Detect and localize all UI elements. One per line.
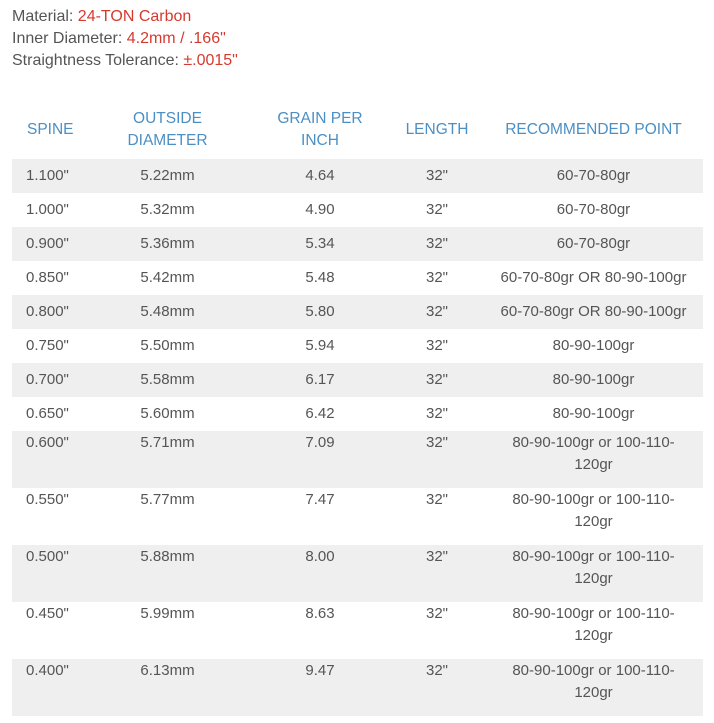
cell-grain-per-inch: 5.94 xyxy=(305,337,335,354)
cell-grain-per-inch: 4.90 xyxy=(305,201,335,218)
cell-outside-diameter: 5.77mm xyxy=(140,491,195,508)
table-row xyxy=(12,602,703,659)
cell-recommended-point: 80-90-100gr xyxy=(552,405,635,422)
cell-outside-diameter: 5.36mm xyxy=(140,235,195,252)
inner-diameter-value: 4.2mm / .166" xyxy=(126,30,226,47)
cell-spine: 0.600" xyxy=(26,434,69,451)
cell-grain-per-inch: 4.64 xyxy=(305,167,335,184)
straightness-tolerance-spec xyxy=(12,50,238,72)
header-grain-line1: GRAIN PER xyxy=(277,110,363,127)
cell-grain-per-inch: 9.47 xyxy=(305,662,335,679)
cell-recommended-point: 60-70-80gr OR 80-90-100gr xyxy=(500,269,687,286)
cell-length: 32" xyxy=(425,371,448,388)
table-row xyxy=(12,397,703,431)
cell-recommended-point: 60-70-80gr OR 80-90-100gr xyxy=(500,303,687,320)
cell-recommended-point: 80-90-100gr xyxy=(552,337,635,354)
spine-chart-table xyxy=(12,101,703,716)
cell-outside-diameter: 5.58mm xyxy=(140,371,195,388)
cell-recommended-point xyxy=(484,431,703,488)
point-line1: 80-90-100gr or 100-110- xyxy=(512,491,675,508)
cell-spine: 0.750" xyxy=(26,337,69,354)
table-row xyxy=(12,227,703,261)
point-line2: 120gr xyxy=(574,513,613,530)
table-row xyxy=(12,329,703,363)
material-value: 24-TON Carbon xyxy=(77,8,192,25)
cell-length: 32" xyxy=(425,167,448,184)
cell-length: 32" xyxy=(425,235,448,252)
point-line1: 80-90-100gr or 100-110- xyxy=(512,662,675,679)
table-body xyxy=(12,159,703,716)
cell-grain-per-inch: 6.17 xyxy=(305,371,335,388)
header-recommended-point: RECOMMENDED POINT xyxy=(505,121,682,138)
point-line1: 80-90-100gr or 100-110- xyxy=(512,605,675,622)
header-spine: SPINE xyxy=(27,121,74,138)
table-row xyxy=(12,431,703,488)
cell-outside-diameter: 5.60mm xyxy=(140,405,195,422)
cell-length: 32" xyxy=(425,548,448,565)
cell-outside-diameter: 5.99mm xyxy=(140,605,195,622)
table-header xyxy=(12,101,703,159)
point-line1: 80-90-100gr or 100-110- xyxy=(512,434,675,451)
cell-grain-per-inch: 7.09 xyxy=(305,434,335,451)
cell-recommended-point: 60-70-80gr xyxy=(556,201,631,218)
point-line2: 120gr xyxy=(574,456,613,473)
cell-recommended-point: 60-70-80gr xyxy=(556,167,631,184)
cell-recommended-point xyxy=(484,488,703,545)
point-line1: 80-90-100gr or 100-110- xyxy=(512,548,675,565)
table-row xyxy=(12,488,703,545)
table-row xyxy=(12,295,703,329)
inner-diameter-label: Inner Diameter: xyxy=(12,30,127,47)
cell-grain-per-inch: 6.42 xyxy=(305,405,335,422)
cell-length: 32" xyxy=(425,491,448,508)
cell-length: 32" xyxy=(425,337,448,354)
cell-spine: 0.700" xyxy=(26,371,69,388)
cell-grain-per-inch: 8.00 xyxy=(305,548,335,565)
header-grain-per-inch xyxy=(250,101,390,159)
cell-grain-per-inch: 5.80 xyxy=(305,303,335,320)
point-line2: 120gr xyxy=(574,570,613,587)
cell-length: 32" xyxy=(425,605,448,622)
header-grain-line2: INCH xyxy=(301,132,339,149)
cell-spine: 0.800" xyxy=(26,303,69,320)
cell-grain-per-inch: 8.63 xyxy=(305,605,335,622)
cell-recommended-point: 60-70-80gr xyxy=(556,235,631,252)
tolerance-label: Straightness Tolerance: xyxy=(12,52,184,69)
cell-outside-diameter: 5.88mm xyxy=(140,548,195,565)
cell-outside-diameter: 5.32mm xyxy=(140,201,195,218)
table-row xyxy=(12,261,703,295)
cell-recommended-point xyxy=(484,602,703,659)
cell-spine: 0.500" xyxy=(26,548,69,565)
cell-length: 32" xyxy=(425,662,448,679)
header-row xyxy=(12,101,703,159)
header-outside-diameter-line2: DIAMETER xyxy=(127,132,208,149)
inner-diameter-spec xyxy=(12,28,238,50)
cell-spine: 0.650" xyxy=(26,405,69,422)
cell-outside-diameter: 5.22mm xyxy=(140,167,195,184)
cell-grain-per-inch: 5.34 xyxy=(305,235,335,252)
cell-recommended-point xyxy=(484,659,703,716)
cell-outside-diameter: 5.42mm xyxy=(140,269,195,286)
table-row xyxy=(12,159,703,193)
cell-outside-diameter: 6.13mm xyxy=(140,662,195,679)
cell-recommended-point xyxy=(484,545,703,602)
cell-length: 32" xyxy=(425,303,448,320)
point-line2: 120gr xyxy=(574,627,613,644)
header-outside-diameter-line1: OUTSIDE xyxy=(133,110,202,127)
cell-spine: 0.400" xyxy=(26,662,69,679)
cell-spine: 0.550" xyxy=(26,491,69,508)
cell-outside-diameter: 5.50mm xyxy=(140,337,195,354)
cell-recommended-point: 80-90-100gr xyxy=(552,371,635,388)
cell-outside-diameter: 5.48mm xyxy=(140,303,195,320)
header-length: LENGTH xyxy=(405,121,469,138)
cell-length: 32" xyxy=(425,405,448,422)
table-row xyxy=(12,659,703,716)
cell-spine: 0.450" xyxy=(26,605,69,622)
cell-grain-per-inch: 5.48 xyxy=(305,269,335,286)
cell-length: 32" xyxy=(425,201,448,218)
table-row xyxy=(12,545,703,602)
tolerance-value: ±.0015" xyxy=(183,52,238,69)
cell-spine: 1.000" xyxy=(26,201,69,218)
table-row xyxy=(12,363,703,397)
cell-grain-per-inch: 7.47 xyxy=(305,491,335,508)
material-label: Material: xyxy=(12,8,78,25)
cell-length: 32" xyxy=(425,269,448,286)
cell-outside-diameter: 5.71mm xyxy=(140,434,195,451)
table-row xyxy=(12,193,703,227)
cell-spine: 0.850" xyxy=(26,269,69,286)
cell-length: 32" xyxy=(425,434,448,451)
cell-spine: 0.900" xyxy=(26,235,69,252)
spec-list xyxy=(12,6,238,72)
material-spec xyxy=(12,6,238,28)
point-line2: 120gr xyxy=(574,684,613,701)
cell-spine: 1.100" xyxy=(26,167,69,184)
header-outside-diameter xyxy=(85,101,250,159)
